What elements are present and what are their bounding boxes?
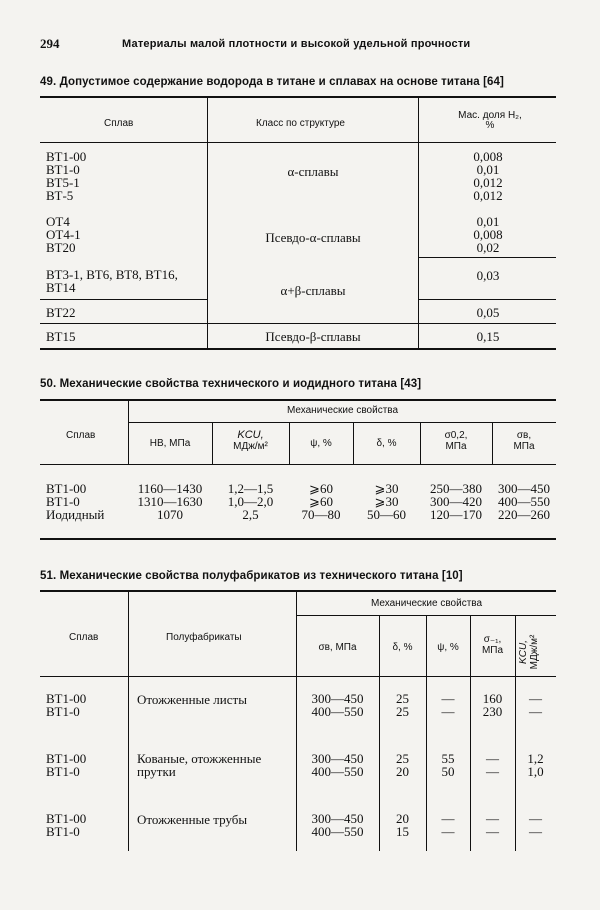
t49-g4-alloy: ВТ22 — [46, 305, 76, 320]
t50-header-sb-line1: σв, — [516, 430, 532, 441]
table-cell: ВТ1-00 — [46, 481, 87, 496]
table-cell: — — [441, 704, 455, 719]
t50-header-sb-line2: МПа — [513, 441, 535, 452]
rule — [207, 97, 208, 349]
t51-header-semi: Полуфабрикаты — [166, 632, 242, 643]
table-cell: 0,02 — [476, 240, 500, 255]
t50-header-psi: ψ, % — [310, 438, 332, 449]
rule — [40, 399, 556, 401]
t49-header-class: Класс по структуре — [256, 118, 345, 129]
t51-header-kcu-line2: МДж/м² — [529, 634, 540, 670]
t51-r2-kcu — [515, 752, 556, 778]
t49-g1-vals — [420, 150, 556, 202]
t49-g5-val: 0,15 — [476, 329, 500, 344]
table-cell: — — [529, 824, 542, 839]
table-cell: — — [529, 691, 542, 706]
t50-psi — [289, 482, 353, 521]
table-cell: 25 — [396, 691, 409, 706]
table-cell: ВТ1-0 — [46, 764, 80, 779]
t51-header-group: Механические свойства — [370, 598, 483, 609]
table-cell: 220—260 — [498, 507, 550, 522]
table-cell: — — [486, 764, 499, 779]
table-cell: Кованые, отожженные — [137, 751, 262, 766]
rule — [40, 590, 556, 592]
t51-r2-sb — [296, 752, 379, 778]
t50-sb — [492, 482, 556, 521]
table-cell: 25 — [396, 704, 409, 719]
table-cell: 50 — [441, 764, 455, 779]
t51-r2-delta — [379, 752, 426, 778]
t49-g1-class: α-сплавы — [287, 164, 339, 179]
table-cell: 0,008 — [473, 227, 503, 242]
table-cell: ВТ1-00 — [46, 811, 87, 826]
t51-header-sb: σв, МПа — [318, 642, 357, 653]
t51-r3-kcu — [515, 812, 556, 838]
t50-header-delta: δ, % — [376, 438, 397, 449]
table-cell: 0,012 — [473, 175, 503, 190]
t50-header-s02-line2: МПа — [445, 441, 467, 452]
page-number: 294 — [40, 36, 60, 51]
t49-g3-class: α+β-сплавы — [280, 283, 346, 298]
t49-header-alloy: Сплав — [104, 118, 134, 129]
table-cell: — — [529, 704, 542, 719]
table-cell: ⩾60 — [309, 494, 333, 509]
table-cell: 160 — [482, 691, 503, 706]
running-title: Материалы малой плотности и высокой удельной прочности — [122, 38, 471, 50]
table-cell: ВТ1-0 — [46, 824, 80, 839]
rule — [40, 142, 556, 143]
t51-r1-semi: Отожженные листы — [137, 692, 247, 707]
t49-g2-alloys — [46, 215, 81, 254]
rule — [40, 348, 556, 350]
t51-r1-kcu — [515, 692, 556, 718]
rule — [128, 591, 129, 851]
table-cell: 400—550 — [311, 764, 364, 779]
table-cell: 1,0—2,0 — [227, 494, 274, 509]
t51-r3-sb — [296, 812, 379, 838]
table-cell: 1,0 — [527, 764, 544, 779]
t51-header-sm1-line1: σ₋₁, — [483, 634, 502, 645]
table-49-title: 49. Допустимое содержание водорода в титане и сплавах на основе титана [64] — [40, 76, 504, 88]
table-cell: — — [441, 691, 455, 706]
table-cell: 400—550 — [498, 494, 550, 509]
table-cell: ВТ1-00 — [46, 691, 87, 706]
rule — [40, 538, 556, 540]
table-51-title: 51. Механические свойства полуфабрикатов из технического титана [10] — [40, 570, 463, 582]
t51-r3-delta — [379, 812, 426, 838]
table-cell: 1160—1430 — [137, 481, 203, 496]
table-cell: прутки — [137, 764, 176, 779]
t49-g4-val: 0,05 — [476, 305, 500, 320]
table-cell: 25 — [396, 751, 409, 766]
rule — [418, 299, 556, 300]
t49-g2-vals — [420, 215, 556, 254]
table-cell: 1310—1630 — [137, 494, 203, 509]
t50-header-group: Механические свойства — [286, 405, 399, 416]
table-cell: 250—380 — [430, 481, 482, 496]
t50-header-kcu-line2: МДж/м² — [233, 441, 268, 452]
t51-r1-delta — [379, 692, 426, 718]
t51-header-kcu — [518, 622, 540, 682]
table-cell: 120—170 — [430, 507, 482, 522]
table-cell: 300—450 — [311, 691, 364, 706]
table-cell: 15 — [396, 824, 409, 839]
rule — [40, 464, 556, 465]
table-cell: 50—60 — [367, 507, 406, 522]
t49-g3-val: 0,03 — [476, 268, 500, 283]
t51-r1-psi — [426, 692, 470, 718]
table-cell: 300—450 — [498, 481, 550, 496]
table-cell: 300—450 — [311, 811, 364, 826]
table-cell: — — [441, 811, 455, 826]
t51-header-kcu-line1: KCU, — [518, 640, 529, 664]
table-cell: — — [486, 824, 499, 839]
t49-header-h-line1: Мас. доля H₂, — [458, 110, 522, 121]
table-cell: 0,01 — [476, 162, 500, 177]
t50-header-kcu-line1: KCU, — [237, 429, 264, 441]
t50-header-kcu — [212, 429, 289, 452]
t50-header-s02 — [420, 430, 492, 452]
table-cell: 2,5 — [242, 507, 259, 522]
t49-g2-class: Псевдо-α-сплавы — [265, 230, 361, 245]
table-cell: 1,2—1,5 — [227, 481, 274, 496]
t49-header-h-line2: % — [485, 120, 495, 131]
table-cell: 400—550 — [311, 704, 364, 719]
t51-r1-alloys — [46, 692, 86, 718]
table-cell: ⩾30 — [374, 494, 399, 509]
rule — [418, 257, 556, 258]
t51-r3-sm1 — [470, 812, 515, 838]
table-cell: ВТ3-1, ВТ6, ВТ8, ВТ16, — [46, 267, 178, 282]
t51-header-alloy: Сплав — [69, 632, 99, 643]
t50-alloys — [46, 482, 104, 521]
t50-s02 — [420, 482, 492, 521]
t51-header-sm1-line2: МПа — [481, 645, 504, 656]
table-cell: ВТ5-1 — [46, 175, 80, 190]
table-cell: 0,008 — [473, 149, 503, 164]
table-cell: — — [441, 824, 455, 839]
table-cell: 0,01 — [476, 214, 500, 229]
t50-delta — [353, 482, 420, 521]
table-cell: ВТ1-00 — [46, 149, 87, 164]
rule — [40, 676, 556, 677]
table-cell: 300—450 — [311, 751, 364, 766]
t50-header-s02-line1: σ0,2, — [444, 430, 468, 441]
t51-r3-semi: Отожженные трубы — [137, 812, 248, 827]
t49-header-h — [432, 110, 548, 131]
table-cell: ОТ4 — [46, 214, 70, 229]
t51-r1-sm1 — [470, 692, 515, 718]
table-cell: ВТ14 — [46, 280, 76, 295]
table-cell: ВТ-5 — [46, 188, 74, 203]
t51-r2-semi — [137, 752, 289, 778]
table-cell: — — [529, 811, 542, 826]
rule — [418, 97, 419, 349]
t51-header-delta: δ, % — [392, 642, 413, 653]
table-cell: 55 — [441, 751, 455, 766]
table-cell: ВТ20 — [46, 240, 76, 255]
t51-header-sm1 — [470, 634, 515, 656]
t49-g5-alloy: ВТ15 — [46, 329, 76, 344]
table-cell: — — [486, 811, 499, 826]
table-cell: ВТ1-0 — [46, 162, 80, 177]
t50-kcu — [212, 482, 289, 521]
table-cell: — — [486, 751, 499, 766]
t50-header-alloy: Сплав — [66, 430, 96, 441]
table-cell: 300—420 — [430, 494, 482, 509]
table-cell: 230 — [482, 704, 503, 719]
table-cell: 20 — [396, 764, 409, 779]
table-cell: ⩾60 — [309, 481, 333, 496]
table-cell: ВТ1-0 — [46, 494, 80, 509]
table-cell: ОТ4-1 — [46, 227, 81, 242]
t49-g1-alloys — [46, 150, 86, 202]
t51-header-psi: ψ, % — [437, 642, 459, 653]
t51-r1-sb — [296, 692, 379, 718]
table-50-title: 50. Механические свойства технического и иодидного титана [43] — [40, 378, 422, 390]
table-cell: ВТ1-0 — [46, 704, 80, 719]
t50-header-hb: НВ, МПа — [149, 438, 191, 449]
t49-g3-alloys — [46, 268, 178, 294]
table-cell: 0,012 — [473, 188, 503, 203]
table-cell: ⩾30 — [374, 481, 399, 496]
table-cell: 400—550 — [311, 824, 364, 839]
t49-g5-class: Псевдо-β-сплавы — [265, 329, 361, 344]
table-cell: 1,2 — [527, 751, 544, 766]
t51-r2-sm1 — [470, 752, 515, 778]
table-cell: ВТ1-00 — [46, 751, 87, 766]
table-cell: 1070 — [157, 507, 183, 522]
t51-r3-psi — [426, 812, 470, 838]
t50-header-sb — [492, 430, 556, 452]
rule — [40, 323, 556, 324]
t50-hb — [128, 482, 212, 521]
table-cell: 20 — [396, 811, 409, 826]
t51-r2-alloys — [46, 752, 86, 778]
rule — [40, 299, 208, 300]
table-cell: 70—80 — [301, 507, 341, 522]
t51-r3-alloys — [46, 812, 86, 838]
table-cell: Иодидный — [46, 507, 105, 522]
t51-r2-psi — [426, 752, 470, 778]
rule — [40, 96, 556, 98]
